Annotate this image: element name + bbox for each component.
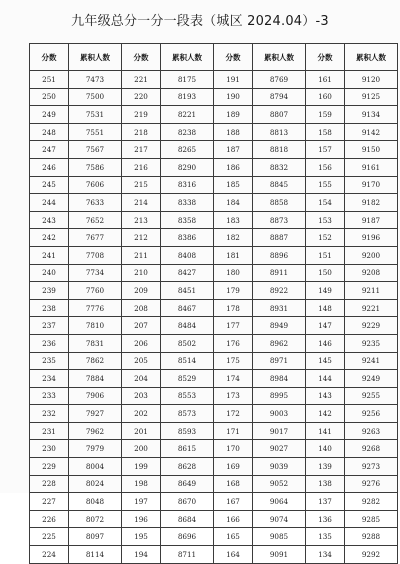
cumulative-count-cell: 8845 (253, 176, 306, 194)
cumulative-count-cell: 9085 (253, 528, 306, 546)
cumulative-count-cell: 9074 (253, 510, 306, 528)
table-row (30, 194, 398, 212)
cumulative-count-cell: 7734 (69, 264, 122, 282)
score-cell: 225 (30, 528, 69, 546)
score-cell: 202 (122, 405, 161, 423)
score-cell: 154 (306, 194, 345, 212)
header-score: 分数 (214, 44, 253, 71)
score-cell: 198 (122, 475, 161, 493)
cumulative-count-cell: 9187 (345, 211, 398, 229)
score-cell: 245 (30, 176, 69, 194)
score-cell: 160 (306, 88, 345, 106)
cumulative-count-cell: 8873 (253, 211, 306, 229)
cumulative-count-cell: 9241 (345, 352, 398, 370)
score-cell: 143 (306, 387, 345, 405)
cumulative-count-cell: 9229 (345, 317, 398, 335)
cumulative-count-cell: 7633 (69, 194, 122, 212)
score-cell: 240 (30, 264, 69, 282)
score-cell: 153 (306, 211, 345, 229)
cumulative-count-cell: 9200 (345, 246, 398, 264)
cumulative-count-cell: 8386 (161, 229, 214, 247)
score-cell: 149 (306, 282, 345, 300)
cumulative-count-cell: 8221 (161, 106, 214, 124)
score-cell: 186 (214, 158, 253, 176)
score-cell: 189 (214, 106, 253, 124)
cumulative-count-cell: 9285 (345, 510, 398, 528)
score-cell: 141 (306, 422, 345, 440)
table-row (30, 546, 398, 564)
cumulative-count-cell: 9134 (345, 106, 398, 124)
header-cumulative-count: 累积人数 (69, 44, 122, 71)
cumulative-count-cell: 9039 (253, 458, 306, 476)
score-cell: 231 (30, 422, 69, 440)
score-cell: 185 (214, 176, 253, 194)
cumulative-count-cell: 8484 (161, 317, 214, 335)
cumulative-count-cell: 8408 (161, 246, 214, 264)
score-cell: 233 (30, 387, 69, 405)
score-cell: 213 (122, 211, 161, 229)
cumulative-count-cell: 9256 (345, 405, 398, 423)
cumulative-count-cell: 7760 (69, 282, 122, 300)
table-row (30, 475, 398, 493)
cumulative-count-cell: 9027 (253, 440, 306, 458)
table-row (30, 211, 398, 229)
table-row (30, 387, 398, 405)
score-cell: 181 (214, 246, 253, 264)
score-cell: 176 (214, 334, 253, 352)
table-row (30, 246, 398, 264)
score-cell: 156 (306, 158, 345, 176)
score-cell: 214 (122, 194, 161, 212)
score-distribution-table (29, 43, 398, 564)
cumulative-count-cell: 7652 (69, 211, 122, 229)
score-cell: 232 (30, 405, 69, 423)
cumulative-count-cell: 8818 (253, 141, 306, 159)
cumulative-count-cell: 9091 (253, 546, 306, 564)
table-row (30, 317, 398, 335)
cumulative-count-cell: 9255 (345, 387, 398, 405)
cumulative-count-cell: 8338 (161, 194, 214, 212)
score-cell: 219 (122, 106, 161, 124)
score-cell: 191 (214, 71, 253, 89)
cumulative-count-cell: 8711 (161, 546, 214, 564)
cumulative-count-cell: 7962 (69, 422, 122, 440)
score-cell: 243 (30, 211, 69, 229)
score-cell: 215 (122, 176, 161, 194)
cumulative-count-cell: 9170 (345, 176, 398, 194)
score-cell: 145 (306, 352, 345, 370)
score-cell: 236 (30, 334, 69, 352)
table-header-row (30, 44, 398, 71)
cumulative-count-cell: 9064 (253, 493, 306, 511)
score-cell: 227 (30, 493, 69, 511)
score-cell: 205 (122, 352, 161, 370)
score-cell: 211 (122, 246, 161, 264)
score-cell: 172 (214, 405, 253, 423)
cumulative-count-cell: 7776 (69, 299, 122, 317)
cumulative-count-cell: 8427 (161, 264, 214, 282)
score-cell: 184 (214, 194, 253, 212)
score-cell: 183 (214, 211, 253, 229)
score-cell: 226 (30, 510, 69, 528)
score-cell: 249 (30, 106, 69, 124)
table-row (30, 299, 398, 317)
score-cell: 187 (214, 141, 253, 159)
cumulative-count-cell: 9292 (345, 546, 398, 564)
table-row (30, 176, 398, 194)
score-cell: 147 (306, 317, 345, 335)
score-cell: 199 (122, 458, 161, 476)
document-title: 九年级总分一分一段表（城区 2024.04）-3 (71, 14, 329, 29)
cumulative-count-cell: 8316 (161, 176, 214, 194)
score-cell: 197 (122, 493, 161, 511)
cumulative-count-cell: 8358 (161, 211, 214, 229)
score-cell: 216 (122, 158, 161, 176)
cumulative-count-cell: 8896 (253, 246, 306, 264)
cumulative-count-cell: 9288 (345, 528, 398, 546)
score-cell: 190 (214, 88, 253, 106)
cumulative-count-cell: 8175 (161, 71, 214, 89)
cumulative-count-cell: 8502 (161, 334, 214, 352)
table-row (30, 440, 398, 458)
cumulative-count-cell: 9150 (345, 141, 398, 159)
cumulative-count-cell: 8573 (161, 405, 214, 423)
cumulative-count-cell: 7500 (69, 88, 122, 106)
score-cell: 200 (122, 440, 161, 458)
score-cell: 224 (30, 546, 69, 564)
score-cell: 170 (214, 440, 253, 458)
score-cell: 167 (214, 493, 253, 511)
score-cell: 201 (122, 422, 161, 440)
score-cell: 134 (306, 546, 345, 564)
table-body (30, 71, 398, 564)
cumulative-count-cell: 8922 (253, 282, 306, 300)
score-cell: 174 (214, 370, 253, 388)
score-cell: 206 (122, 334, 161, 352)
header-score: 分数 (122, 44, 161, 71)
score-cell: 229 (30, 458, 69, 476)
cumulative-count-cell: 7831 (69, 334, 122, 352)
header-score: 分数 (30, 44, 69, 71)
cumulative-count-cell: 8984 (253, 370, 306, 388)
cumulative-count-cell: 7927 (69, 405, 122, 423)
score-cell: 228 (30, 475, 69, 493)
score-cell: 220 (122, 88, 161, 106)
score-cell: 166 (214, 510, 253, 528)
table-row (30, 229, 398, 247)
score-cell: 237 (30, 317, 69, 335)
cumulative-count-cell: 7810 (69, 317, 122, 335)
score-cell: 244 (30, 194, 69, 212)
score-cell: 251 (30, 71, 69, 89)
table-row (30, 141, 398, 159)
score-cell: 155 (306, 176, 345, 194)
table-row (30, 352, 398, 370)
cumulative-count-cell: 8265 (161, 141, 214, 159)
score-cell: 178 (214, 299, 253, 317)
cumulative-count-cell: 8931 (253, 299, 306, 317)
cumulative-count-cell: 9282 (345, 493, 398, 511)
score-cell: 137 (306, 493, 345, 511)
cumulative-count-cell: 7862 (69, 352, 122, 370)
header-cumulative-count: 累积人数 (253, 44, 306, 71)
cumulative-count-cell: 8529 (161, 370, 214, 388)
cumulative-count-cell: 9182 (345, 194, 398, 212)
cumulative-count-cell: 8858 (253, 194, 306, 212)
cumulative-count-cell: 9003 (253, 405, 306, 423)
score-cell: 179 (214, 282, 253, 300)
cumulative-count-cell: 7531 (69, 106, 122, 124)
score-cell: 221 (122, 71, 161, 89)
cumulative-count-cell: 8832 (253, 158, 306, 176)
table-row (30, 88, 398, 106)
score-cell: 208 (122, 299, 161, 317)
score-cell: 203 (122, 387, 161, 405)
table-row (30, 370, 398, 388)
score-cell: 209 (122, 282, 161, 300)
cumulative-count-cell: 9268 (345, 440, 398, 458)
cumulative-count-cell: 8467 (161, 299, 214, 317)
cumulative-count-cell: 8649 (161, 475, 214, 493)
score-cell: 242 (30, 229, 69, 247)
cumulative-count-cell: 9276 (345, 475, 398, 493)
cumulative-count-cell: 8615 (161, 440, 214, 458)
score-cell: 139 (306, 458, 345, 476)
cumulative-count-cell: 8628 (161, 458, 214, 476)
table-row (30, 106, 398, 124)
score-cell: 152 (306, 229, 345, 247)
cumulative-count-cell: 9221 (345, 299, 398, 317)
cumulative-count-cell: 7708 (69, 246, 122, 264)
table-row (30, 510, 398, 528)
cumulative-count-cell: 9161 (345, 158, 398, 176)
score-cell: 239 (30, 282, 69, 300)
score-cell: 188 (214, 123, 253, 141)
score-cell: 136 (306, 510, 345, 528)
score-cell: 142 (306, 405, 345, 423)
table-row (30, 493, 398, 511)
cumulative-count-cell: 8553 (161, 387, 214, 405)
table-row (30, 282, 398, 300)
table-row (30, 405, 398, 423)
cumulative-count-cell: 8451 (161, 282, 214, 300)
score-cell: 194 (122, 546, 161, 564)
score-cell: 175 (214, 352, 253, 370)
score-cell: 235 (30, 352, 69, 370)
score-cell: 234 (30, 370, 69, 388)
cumulative-count-cell: 8004 (69, 458, 122, 476)
cumulative-count-cell: 7979 (69, 440, 122, 458)
cumulative-count-cell: 8290 (161, 158, 214, 176)
score-cell: 217 (122, 141, 161, 159)
cumulative-count-cell: 8114 (69, 546, 122, 564)
cumulative-count-cell: 8097 (69, 528, 122, 546)
header-score: 分数 (306, 44, 345, 71)
cumulative-count-cell: 7606 (69, 176, 122, 194)
score-cell: 210 (122, 264, 161, 282)
cumulative-count-cell: 8813 (253, 123, 306, 141)
cumulative-count-cell: 9273 (345, 458, 398, 476)
cumulative-count-cell: 9125 (345, 88, 398, 106)
score-cell: 177 (214, 317, 253, 335)
cumulative-count-cell: 8769 (253, 71, 306, 89)
cumulative-count-cell: 9142 (345, 123, 398, 141)
score-cell: 146 (306, 334, 345, 352)
score-cell: 171 (214, 422, 253, 440)
cumulative-count-cell: 9052 (253, 475, 306, 493)
table-row (30, 422, 398, 440)
score-cell: 157 (306, 141, 345, 159)
score-cell: 168 (214, 475, 253, 493)
score-cell: 248 (30, 123, 69, 141)
score-cell: 196 (122, 510, 161, 528)
score-cell: 230 (30, 440, 69, 458)
cumulative-count-cell: 9263 (345, 422, 398, 440)
cumulative-count-cell: 8193 (161, 88, 214, 106)
score-cell: 159 (306, 106, 345, 124)
cumulative-count-cell: 9196 (345, 229, 398, 247)
cumulative-count-cell: 8911 (253, 264, 306, 282)
score-cell: 138 (306, 475, 345, 493)
cumulative-count-cell: 8887 (253, 229, 306, 247)
cumulative-count-cell: 9208 (345, 264, 398, 282)
table-row (30, 71, 398, 89)
cumulative-count-cell: 7567 (69, 141, 122, 159)
header-cumulative-count: 累积人数 (345, 44, 398, 71)
score-cell: 247 (30, 141, 69, 159)
table-row (30, 334, 398, 352)
score-cell: 180 (214, 264, 253, 282)
table-row (30, 264, 398, 282)
score-cell: 169 (214, 458, 253, 476)
score-cell: 164 (214, 546, 253, 564)
score-cell: 238 (30, 299, 69, 317)
header-cumulative-count: 累积人数 (161, 44, 214, 71)
cumulative-count-cell: 8670 (161, 493, 214, 511)
cumulative-count-cell: 7473 (69, 71, 122, 89)
score-cell: 212 (122, 229, 161, 247)
cumulative-count-cell: 8995 (253, 387, 306, 405)
score-cell: 140 (306, 440, 345, 458)
score-cell: 250 (30, 88, 69, 106)
cumulative-count-cell: 8684 (161, 510, 214, 528)
cumulative-count-cell: 8949 (253, 317, 306, 335)
table-row (30, 458, 398, 476)
cumulative-count-cell: 8514 (161, 352, 214, 370)
cumulative-count-cell: 7586 (69, 158, 122, 176)
score-cell: 207 (122, 317, 161, 335)
table-row (30, 528, 398, 546)
cumulative-count-cell: 7677 (69, 229, 122, 247)
score-cell: 173 (214, 387, 253, 405)
table-row (30, 158, 398, 176)
score-cell: 161 (306, 71, 345, 89)
score-cell: 148 (306, 299, 345, 317)
cumulative-count-cell: 8971 (253, 352, 306, 370)
cumulative-count-cell: 9235 (345, 334, 398, 352)
score-cell: 150 (306, 264, 345, 282)
score-cell: 204 (122, 370, 161, 388)
cumulative-count-cell: 9249 (345, 370, 398, 388)
table-row (30, 123, 398, 141)
score-cell: 165 (214, 528, 253, 546)
cumulative-count-cell: 8807 (253, 106, 306, 124)
score-cell: 182 (214, 229, 253, 247)
cumulative-count-cell: 8072 (69, 510, 122, 528)
score-cell: 241 (30, 246, 69, 264)
cumulative-count-cell: 7906 (69, 387, 122, 405)
score-cell: 151 (306, 246, 345, 264)
cumulative-count-cell: 7551 (69, 123, 122, 141)
cumulative-count-cell: 8593 (161, 422, 214, 440)
cumulative-count-cell: 9120 (345, 71, 398, 89)
cumulative-count-cell: 8238 (161, 123, 214, 141)
cumulative-count-cell: 8048 (69, 493, 122, 511)
score-cell: 158 (306, 123, 345, 141)
cumulative-count-cell: 7884 (69, 370, 122, 388)
cumulative-count-cell: 9211 (345, 282, 398, 300)
cumulative-count-cell: 8696 (161, 528, 214, 546)
score-cell: 218 (122, 123, 161, 141)
cumulative-count-cell: 8794 (253, 88, 306, 106)
score-cell: 246 (30, 158, 69, 176)
score-cell: 135 (306, 528, 345, 546)
cumulative-count-cell: 8962 (253, 334, 306, 352)
cumulative-count-cell: 8024 (69, 475, 122, 493)
score-cell: 144 (306, 370, 345, 388)
score-cell: 195 (122, 528, 161, 546)
cumulative-count-cell: 9017 (253, 422, 306, 440)
